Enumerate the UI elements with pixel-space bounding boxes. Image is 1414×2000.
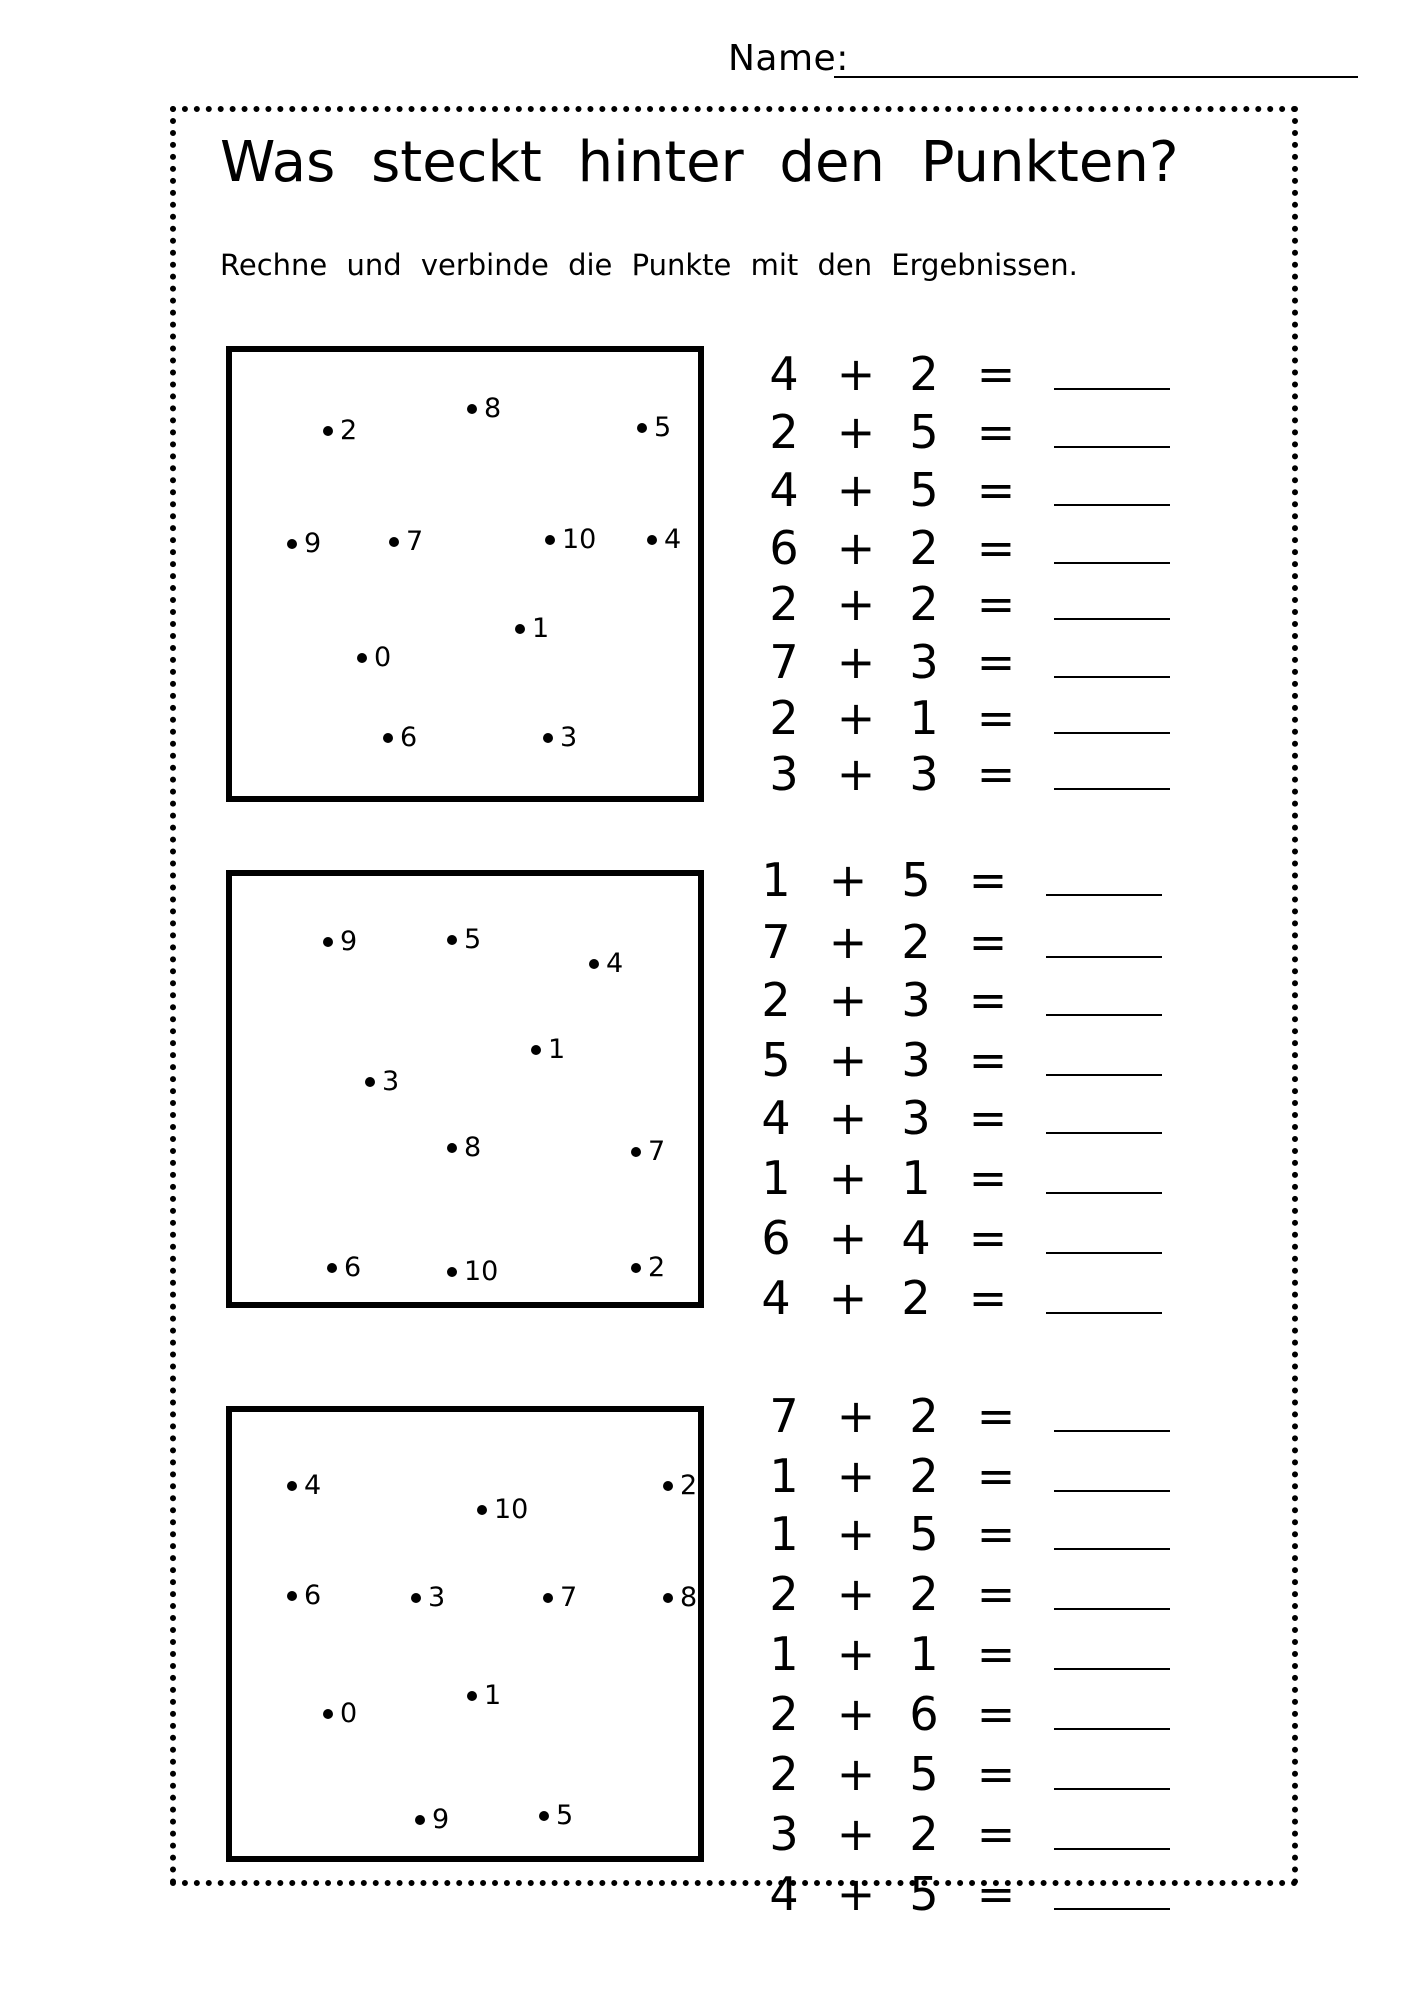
- dot-label: 1: [532, 613, 550, 644]
- answer-blank[interactable]: [1046, 894, 1162, 896]
- dot-label: 7: [406, 526, 424, 557]
- answer-blank[interactable]: [1046, 1192, 1162, 1194]
- dot-box-1: [226, 346, 704, 802]
- answer-blank[interactable]: [1046, 1132, 1162, 1134]
- worksheet-title: Was steckt hinter den Punkten?: [220, 130, 1179, 195]
- dot-label: 3: [382, 1066, 400, 1097]
- dot-label: 1: [548, 1034, 566, 1065]
- dot-label: 4: [606, 948, 624, 979]
- dot-label: 8: [464, 1132, 482, 1163]
- dot-label: 4: [304, 1470, 322, 1501]
- name-label: Name:: [728, 38, 849, 79]
- answer-blank[interactable]: [1054, 1788, 1170, 1790]
- answer-blank[interactable]: [1054, 618, 1170, 620]
- dot-label: 6: [344, 1252, 362, 1283]
- dot-label: 10: [494, 1494, 529, 1525]
- answer-blank[interactable]: [1046, 956, 1162, 958]
- dot-label: 5: [654, 412, 672, 443]
- dot-box-2: [226, 870, 704, 1308]
- answer-blank[interactable]: [1054, 446, 1170, 448]
- dot-label: 3: [560, 722, 578, 753]
- dot-label: 5: [464, 924, 482, 955]
- dot-label: 6: [400, 722, 418, 753]
- dot-label: 1: [484, 1680, 502, 1711]
- answer-blank[interactable]: [1054, 504, 1170, 506]
- dot-label: 5: [556, 1800, 574, 1831]
- answer-blank[interactable]: [1054, 1548, 1170, 1550]
- dot-label: 9: [304, 528, 322, 559]
- dot-label: 10: [562, 524, 597, 555]
- answer-blank[interactable]: [1054, 1608, 1170, 1610]
- answer-blank[interactable]: [1046, 1312, 1162, 1314]
- answer-blank[interactable]: [1054, 1490, 1170, 1492]
- answer-blank[interactable]: [1054, 562, 1170, 564]
- dot-label: 4: [664, 524, 682, 555]
- dot-label: 7: [648, 1136, 666, 1167]
- answer-blank[interactable]: [1054, 732, 1170, 734]
- dot-label: 10: [464, 1256, 499, 1287]
- answer-blank[interactable]: [1054, 676, 1170, 678]
- name-row: [728, 34, 1368, 84]
- answer-blank[interactable]: [1054, 1668, 1170, 1670]
- dot-label: 9: [340, 926, 358, 957]
- dot-label: 0: [374, 642, 392, 673]
- answer-blank[interactable]: [1054, 388, 1170, 390]
- dot-label: 8: [484, 393, 502, 424]
- answer-blank[interactable]: [1054, 788, 1170, 790]
- dot-label: 7: [560, 1582, 578, 1613]
- dot-label: 8: [680, 1582, 698, 1613]
- name-write-line[interactable]: [834, 76, 1358, 78]
- dot-label: 0: [340, 1698, 358, 1729]
- answer-blank[interactable]: [1054, 1908, 1170, 1910]
- dot-label: 6: [304, 1580, 322, 1611]
- dot-box-3: [226, 1406, 704, 1862]
- answer-blank[interactable]: [1046, 1074, 1162, 1076]
- dot-label: 2: [680, 1470, 698, 1501]
- dot-label: 2: [648, 1252, 666, 1283]
- answer-blank[interactable]: [1054, 1430, 1170, 1432]
- answer-blank[interactable]: [1054, 1848, 1170, 1850]
- answer-blank[interactable]: [1046, 1014, 1162, 1016]
- dot-label: 3: [428, 1582, 446, 1613]
- answer-blank[interactable]: [1046, 1252, 1162, 1254]
- dot-label: 9: [432, 1804, 450, 1835]
- answer-blank[interactable]: [1054, 1728, 1170, 1730]
- worksheet-instruction: Rechne und verbinde die Punkte mit den Ergebnissen.: [220, 248, 1078, 282]
- dot-label: 2: [340, 415, 358, 446]
